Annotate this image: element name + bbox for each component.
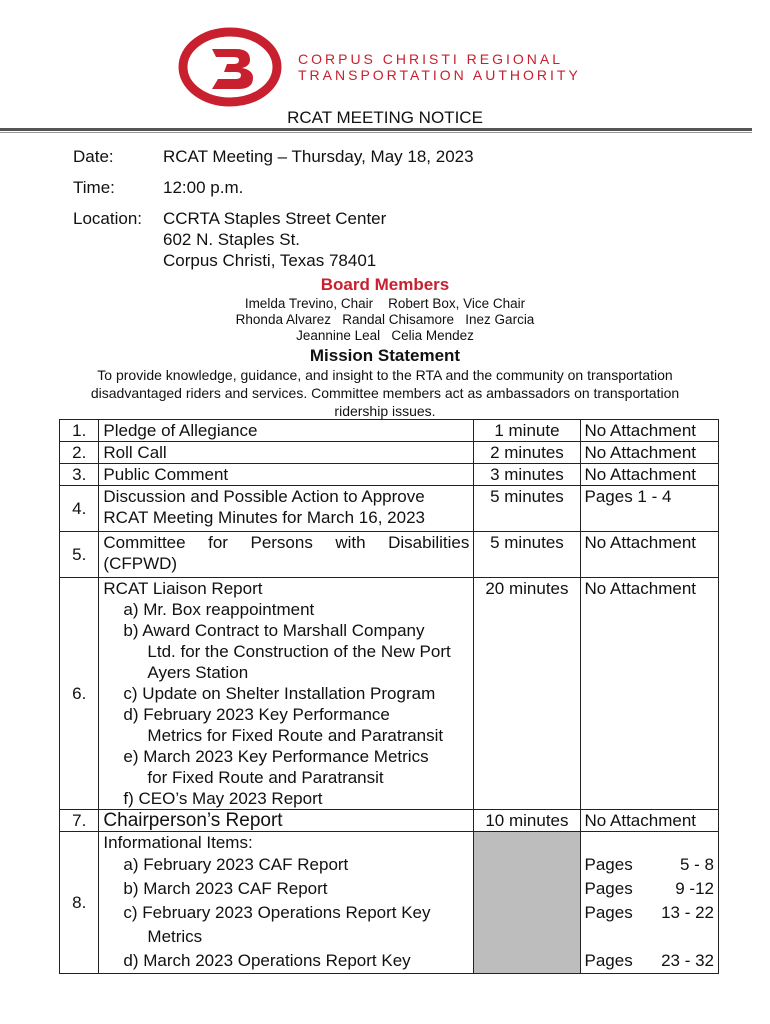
board-members-title: Board Members <box>320 275 450 294</box>
item-attachment: No Attachment <box>580 578 719 810</box>
item-duration: 20 minutes <box>474 578 580 810</box>
item-title: Roll Call <box>99 442 474 464</box>
pages-word: Pages <box>584 855 633 874</box>
item-title-line: Discussion and Possible Action to Approve <box>103 487 425 506</box>
agenda-row <box>60 578 719 810</box>
item-title-line: (CFPWD) <box>103 554 178 573</box>
pages-range: 9 -12 <box>675 879 714 898</box>
header-divider-thin <box>0 132 752 133</box>
sub-item-cont: for Fixed Route and Paratransit <box>147 768 384 787</box>
sub-item: e) March 2023 Key Performance Metrics <box>123 747 429 766</box>
item-attachment: Pages 1 - 4 <box>580 486 719 532</box>
pages-ref <box>585 877 715 901</box>
header-divider <box>0 128 752 131</box>
item-title <box>99 578 474 810</box>
item-title <box>99 832 474 974</box>
agenda-row <box>60 420 719 442</box>
item-title: Pledge of Allegiance <box>99 420 474 442</box>
item-duration: 2 minutes <box>474 442 580 464</box>
item-duration: 3 minutes <box>474 464 580 486</box>
board-members-line-1: Imelda Trevino, Chair Robert Box, Vice Chair <box>244 296 526 311</box>
item-title-line: RCAT Meeting Minutes for March 16, 2023 <box>103 508 425 527</box>
item-duration: 10 minutes <box>474 810 580 832</box>
org-line-1: CORPUS CHRISTI REGIONAL <box>298 51 564 67</box>
sub-item: c) Update on Shelter Installation Program <box>123 684 436 703</box>
location-line-1: CCRTA Staples Street Center <box>163 209 387 228</box>
sub-item: d) March 2023 Operations Report Key <box>123 951 411 970</box>
mission-line-3: ridership issues. <box>334 403 436 419</box>
pages-ref <box>585 901 715 925</box>
location-value <box>163 208 386 271</box>
time-value: 12:00 p.m. <box>163 178 244 197</box>
agenda-row <box>60 810 719 832</box>
item-title: Public Comment <box>99 464 474 486</box>
sub-item: b) Award Contract to Marshall Company <box>123 621 425 640</box>
sub-item: b) March 2023 CAF Report <box>123 879 328 898</box>
item-duration: 1 minute <box>474 420 580 442</box>
item-title-line: RCAT Liaison Report <box>103 579 263 598</box>
item-attachment: No Attachment <box>580 442 719 464</box>
item-number: 1. <box>60 420 99 442</box>
item-number: 3. <box>60 464 99 486</box>
date-value: RCAT Meeting – Thursday, May 18, 2023 <box>163 147 474 166</box>
sub-item: a) February 2023 CAF Report <box>123 855 349 874</box>
ccrta-logo <box>178 27 282 107</box>
item-attachment: No Attachment <box>580 464 719 486</box>
spacer <box>585 832 715 853</box>
location-line-2: 602 N. Staples St. <box>163 230 301 249</box>
item-number: 6. <box>60 578 99 810</box>
pages-word: Pages <box>584 879 633 898</box>
item-number: 5. <box>60 532 99 578</box>
sub-item-cont: Metrics for Fixed Route and Paratransit <box>147 726 444 745</box>
sub-item-cont: Metrics <box>147 927 203 946</box>
board-members-line-3: Jeannine Leal Celia Mendez <box>296 328 474 343</box>
mission-line-1: To provide knowledge, guidance, and insight to the RTA and the community on transportation <box>97 367 673 383</box>
spacer <box>585 925 715 949</box>
location-line-3: Corpus Christi, Texas 78401 <box>163 251 377 270</box>
board-members-line-2: Rhonda Alvarez Randal Chisamore Inez Garcia <box>235 312 535 327</box>
item-number: 7. <box>60 810 99 832</box>
item-duration: 5 minutes <box>474 532 580 578</box>
pages-ref <box>585 949 715 973</box>
agenda-row <box>60 486 719 532</box>
mission-line-2: disadvantaged riders and services. Committee members act as ambassadors on transportation <box>90 385 680 401</box>
time-label: Time: <box>73 178 115 197</box>
item-title <box>99 486 474 532</box>
item-title-line: Informational Items: <box>103 833 253 852</box>
item-attachment: No Attachment <box>580 810 719 832</box>
org-line-2: TRANSPORTATION AUTHORITY <box>298 67 581 83</box>
date-label: Date: <box>73 147 114 166</box>
sub-item: c) February 2023 Operations Report Key <box>123 903 431 922</box>
item-title <box>99 532 474 578</box>
sub-item-cont: Ltd. for the Construction of the New Port <box>147 642 451 661</box>
sub-item: a) Mr. Box reappointment <box>123 600 315 619</box>
pages-range: 5 - 8 <box>679 855 714 874</box>
item-number: 4. <box>60 486 99 532</box>
agenda-row <box>60 442 719 464</box>
item-title-line: Committee for Persons with Disabilities <box>103 533 470 552</box>
item-title: Chairperson’s Report <box>99 810 474 832</box>
sub-item-cont: Ayers Station <box>147 663 249 682</box>
pages-word: Pages <box>584 951 633 970</box>
pages-range: 13 - 22 <box>661 903 714 922</box>
item-duration-empty <box>474 832 580 974</box>
organization-name <box>298 51 581 83</box>
pages-word: Pages <box>584 903 633 922</box>
item-attachment <box>580 832 719 974</box>
item-number: 8. <box>60 832 99 974</box>
item-duration: 5 minutes <box>474 486 580 532</box>
notice-title: RCAT MEETING NOTICE <box>287 108 483 127</box>
item-number: 2. <box>60 442 99 464</box>
agenda-table <box>59 419 719 974</box>
agenda-row <box>60 532 719 578</box>
pages-range: 23 - 32 <box>661 951 714 970</box>
item-attachment: No Attachment <box>580 532 719 578</box>
agenda-row <box>60 464 719 486</box>
sub-item: f) CEO’s May 2023 Report <box>123 789 323 808</box>
pages-ref <box>585 853 715 877</box>
sub-item: d) February 2023 Key Performance <box>123 705 390 724</box>
agenda-row <box>60 832 719 974</box>
item-attachment: No Attachment <box>580 420 719 442</box>
location-label: Location: <box>73 209 142 228</box>
mission-statement-title: Mission Statement <box>309 346 461 365</box>
